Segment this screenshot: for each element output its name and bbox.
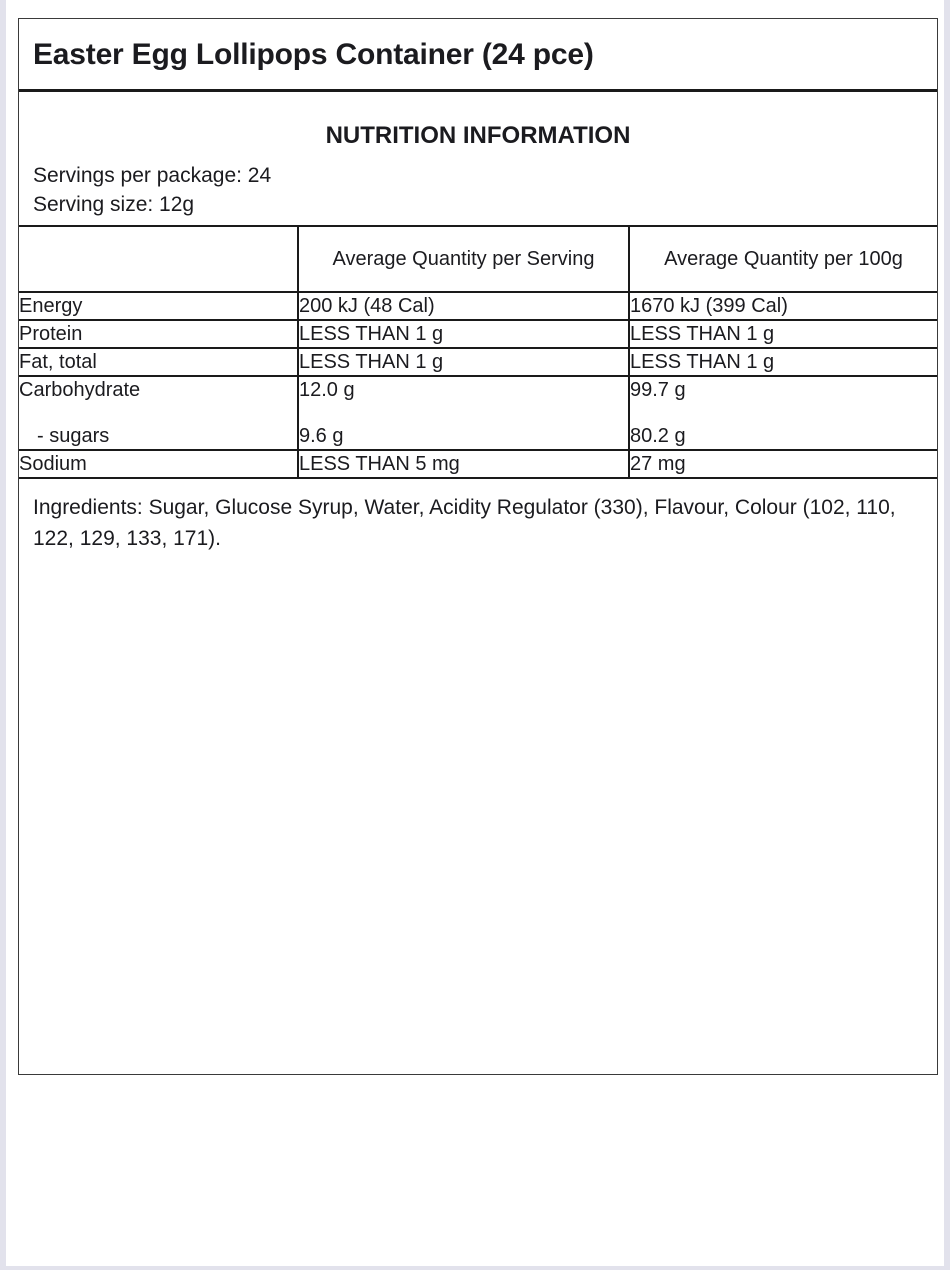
nutrient-value-energy-serving: 200 kJ (48 Cal) [298, 292, 629, 320]
table-row [19, 320, 937, 348]
paper-sheet [6, 0, 944, 1266]
nutrient-value-energy-100g: 1670 kJ (399 Cal) [629, 292, 937, 320]
blank-area [19, 554, 937, 1074]
servings-block [19, 162, 937, 225]
carbohydrate-label: Carbohydrate [19, 379, 141, 402]
nutrition-information-heading: NUTRITION INFORMATION [325, 122, 631, 149]
nutrient-value-fat-total-serving: LESS THAN 1 g [298, 348, 629, 376]
nutrient-label-energy: Energy [19, 292, 298, 320]
table-row [19, 450, 937, 478]
servings-per-package: Servings per package: 24 [33, 164, 272, 187]
nutrient-value-protein-serving: LESS THAN 1 g [298, 320, 629, 348]
nutrition-label-frame [18, 18, 938, 1075]
sugars-label: - sugars [37, 425, 110, 448]
serving-size: Serving size: 12g [33, 192, 195, 216]
table-header-blank [19, 226, 298, 292]
table-header-per-100g: Average Quantity per 100g [629, 226, 937, 292]
page-title: Easter Egg Lollipops Container (24 pce) [33, 38, 594, 71]
nutrient-value-protein-100g: LESS THAN 1 g [629, 320, 937, 348]
sugars-value-serving: 9.6 g [299, 425, 344, 448]
nutrient-value-fat-total-100g: LESS THAN 1 g [629, 348, 937, 376]
nutrition-table [19, 225, 937, 479]
nutrient-label-protein: Protein [19, 320, 298, 348]
nutrient-label-carbohydrate [19, 376, 298, 450]
nutrient-value-sodium-100g: 27 mg [629, 450, 937, 478]
nutrient-value-sodium-serving: LESS THAN 5 mg [298, 450, 629, 478]
sugars-value-100g: 80.2 g [630, 425, 686, 448]
nutrient-label-fat-total: Fat, total [19, 348, 298, 376]
carbohydrate-value-100g: 99.7 g [630, 379, 686, 402]
table-row [19, 376, 937, 450]
nutrient-value-carbohydrate-100g [629, 376, 937, 450]
nutrient-value-carbohydrate-serving [298, 376, 629, 450]
table-row [19, 348, 937, 376]
carbohydrate-value-serving: 12.0 g [299, 379, 355, 402]
table-header-row [19, 226, 937, 292]
nutrient-label-sodium: Sodium [19, 450, 298, 478]
table-header-per-serving: Average Quantity per Serving [298, 226, 629, 292]
ingredients-text: Ingredients: Sugar, Glucose Syrup, Water, Acidity Regulator (330), Flavour, Colour (102, 110, 122, 129, 133, 171). [33, 496, 896, 550]
title-block [19, 19, 937, 92]
table-row [19, 292, 937, 320]
